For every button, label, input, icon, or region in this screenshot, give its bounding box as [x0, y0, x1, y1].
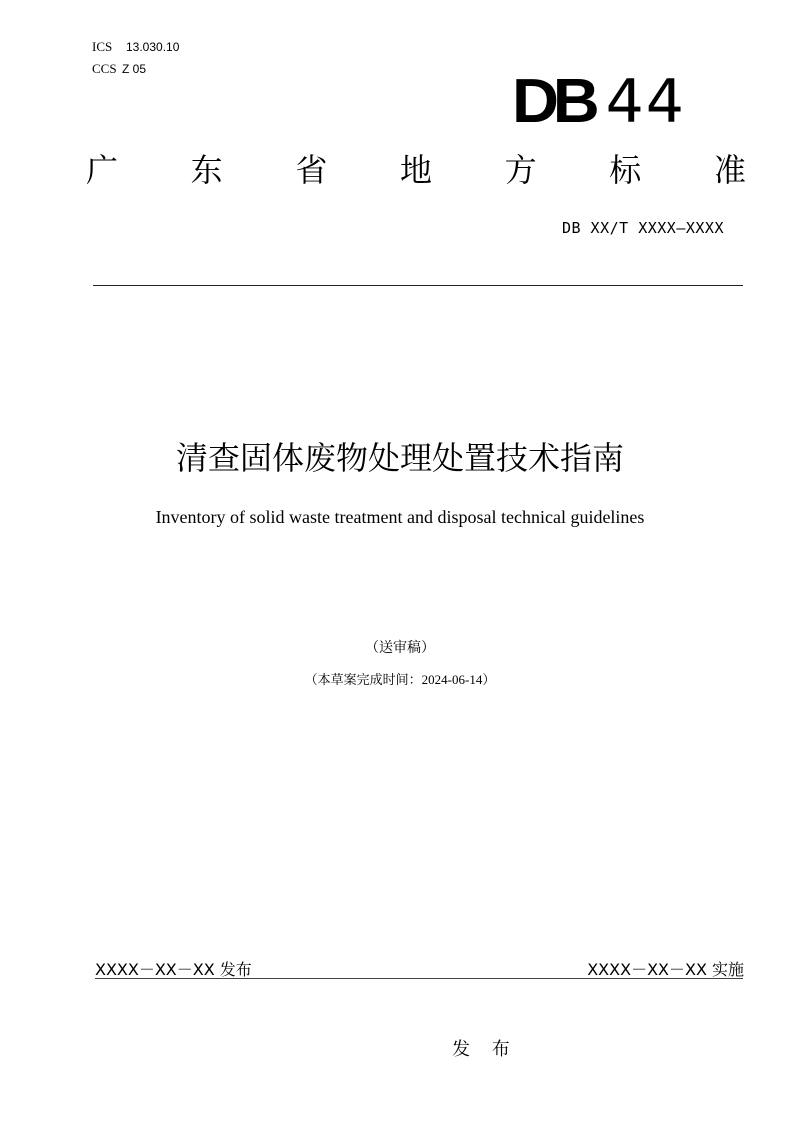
logo-number: 44: [605, 67, 686, 137]
publish-date: XXXX－XX－XX 发布: [95, 960, 252, 979]
ics-value: 13.030.10: [126, 40, 180, 54]
db44-logo: [512, 67, 686, 137]
heading-char: 东: [190, 151, 223, 189]
heading-char: 广: [86, 151, 119, 189]
logo-letters: DB: [512, 67, 594, 136]
heading-char: 标: [609, 151, 642, 189]
document-title-chinese: 清查固体废物处理处置技术指南: [175, 439, 624, 477]
draft-completion-date: （本草案完成时间：2024-06-14）: [304, 672, 496, 687]
bottom-divider: [95, 978, 743, 979]
ics-label: ICS: [92, 39, 113, 54]
ccs-code: [92, 60, 146, 78]
ics-code: [92, 38, 179, 56]
standard-type-heading: [86, 150, 746, 190]
draft-status: （送审稿）: [365, 640, 435, 656]
heading-char: 省: [295, 151, 328, 189]
heading-char: 地: [399, 151, 432, 189]
ccs-label: CCS: [92, 61, 117, 76]
implement-date: XXXX－XX－XX 实施: [587, 960, 744, 979]
issuer: 发 布: [452, 1039, 518, 1060]
heading-char: 方: [504, 151, 537, 189]
heading-char: 准: [713, 151, 746, 189]
ccs-value: Z 05: [122, 62, 147, 76]
top-divider: [93, 285, 743, 286]
document-title-english: Inventory of solid waste treatment and disposal technical guidelines: [155, 507, 645, 527]
standard-number: DB XX/T XXXX—XXXX: [561, 219, 724, 237]
